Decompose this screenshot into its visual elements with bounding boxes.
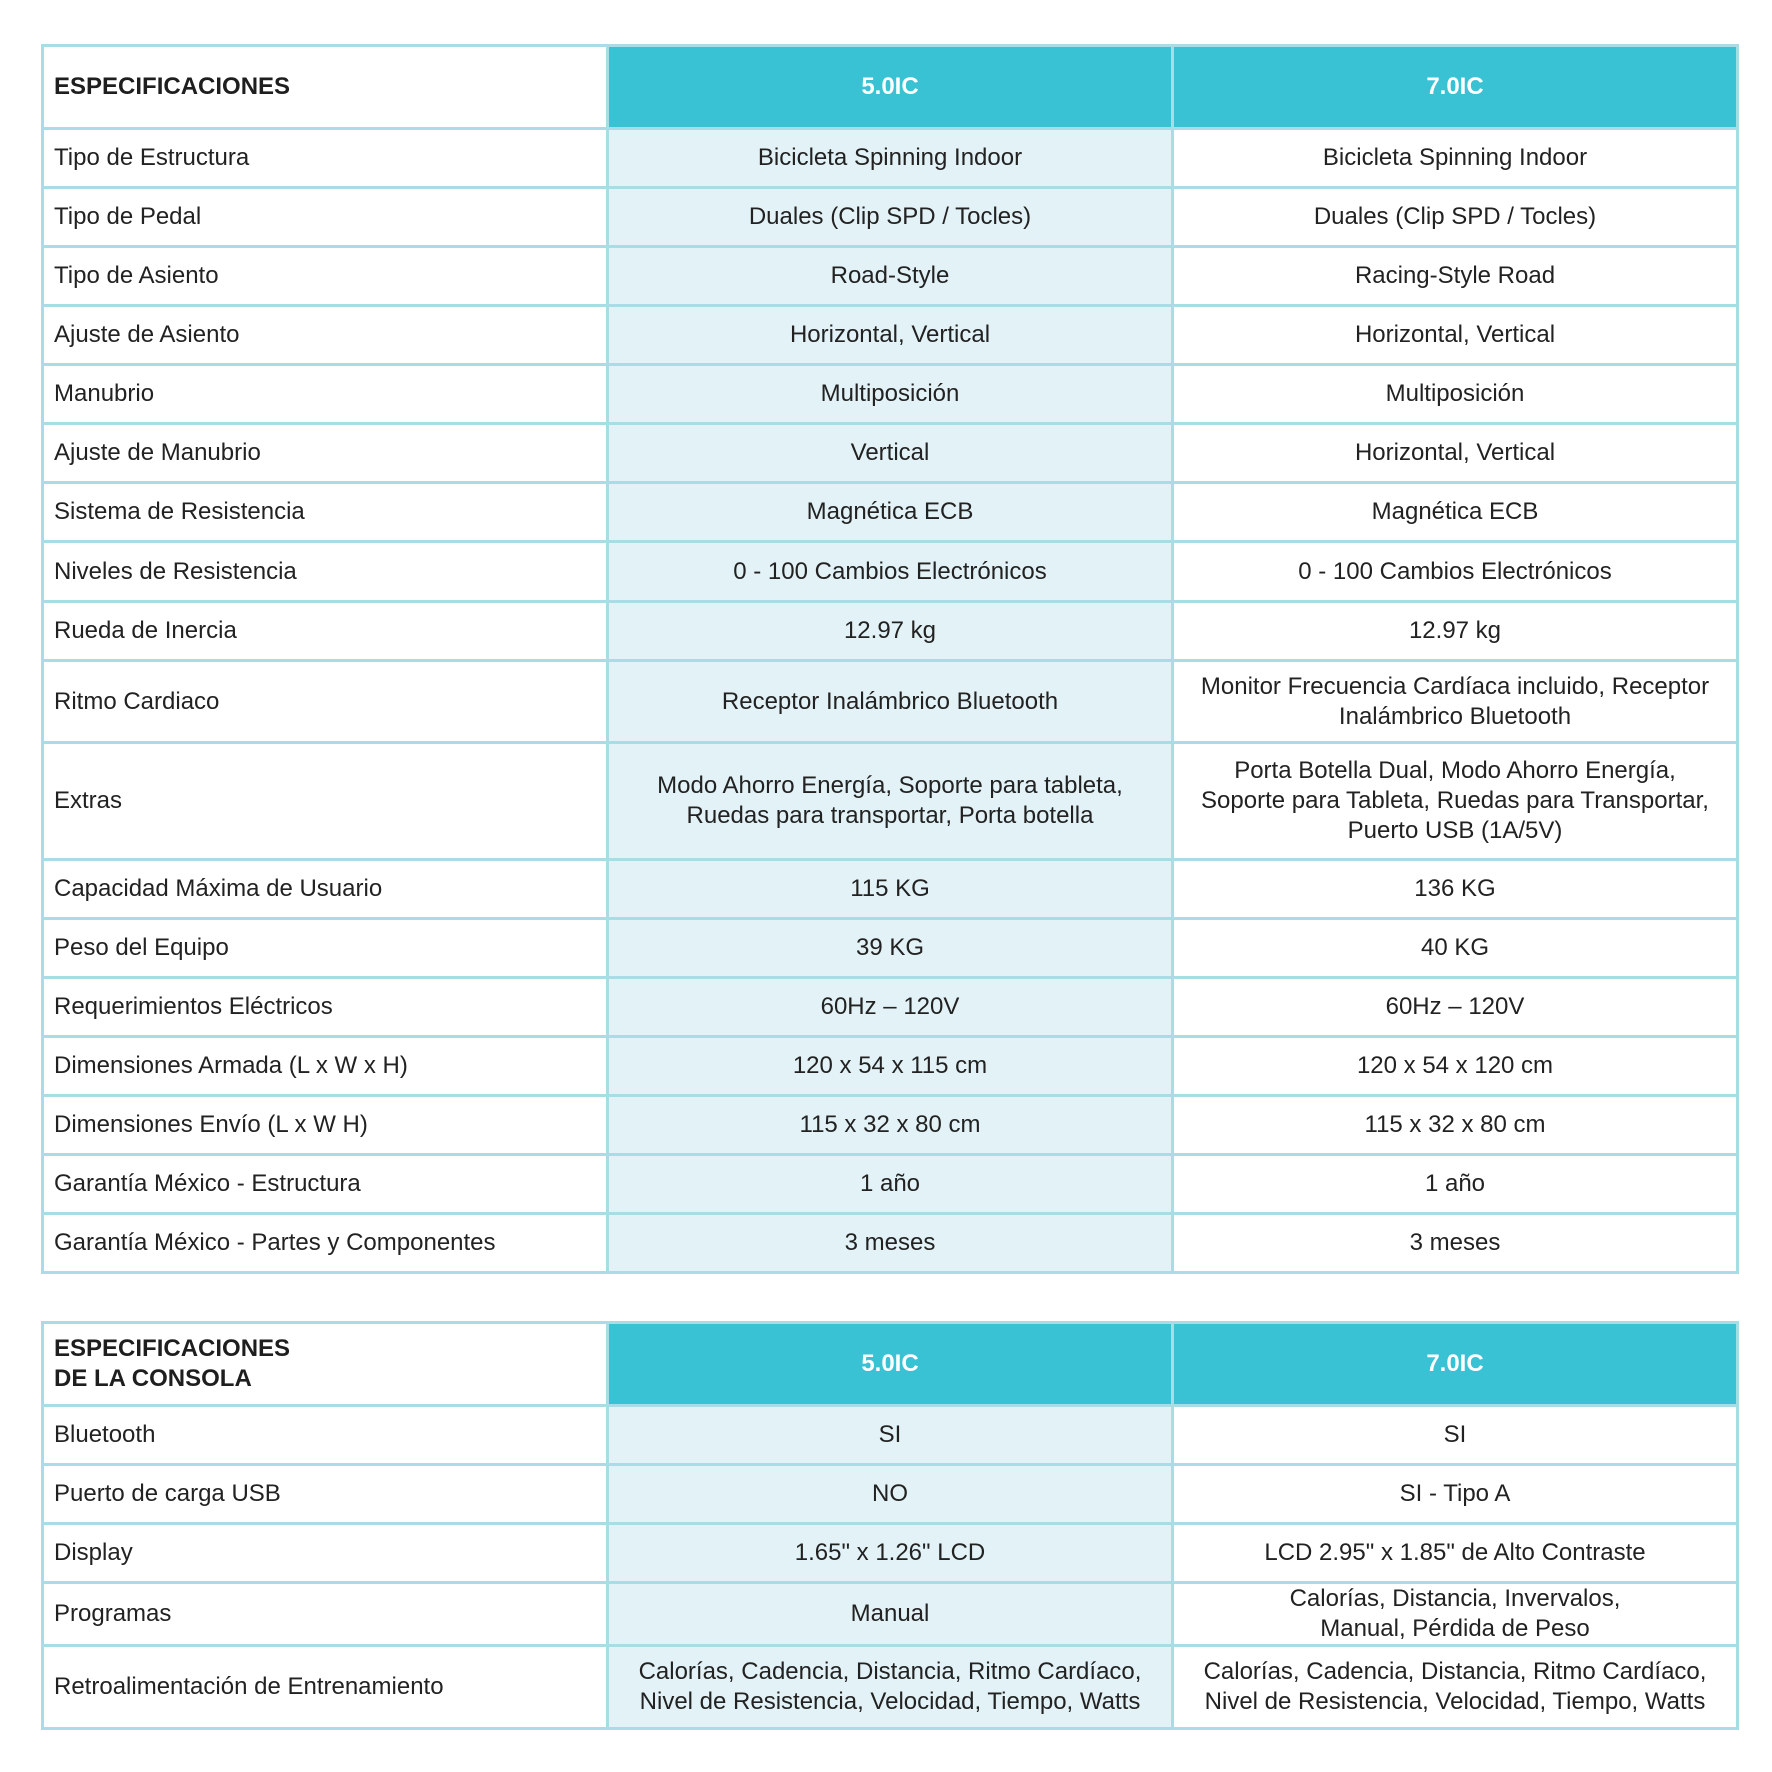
value-5-0ic: 115 x 32 x 80 cm bbox=[608, 1096, 1173, 1155]
value-7-0ic: Bicicleta Spinning Indoor bbox=[1173, 129, 1738, 188]
value-7-0ic: 40 KG bbox=[1173, 919, 1738, 978]
spec-label: Garantía México - Partes y Componentes bbox=[43, 1214, 608, 1273]
value-7-0ic: 12.97 kg bbox=[1173, 602, 1738, 661]
spec-label: Niveles de Resistencia bbox=[43, 542, 608, 602]
console-specifications-body bbox=[43, 1406, 1738, 1729]
value-7-0ic: 60Hz – 120V bbox=[1173, 978, 1738, 1037]
value-5-0ic: 3 meses bbox=[608, 1214, 1173, 1273]
spec-label: Ajuste de Manubrio bbox=[43, 424, 608, 483]
value-5-0ic: Multiposición bbox=[608, 365, 1173, 424]
table-row bbox=[43, 602, 1738, 661]
value-7-0ic: Monitor Frecuencia Cardíaca incluido, Receptor Inalámbrico Bluetooth bbox=[1173, 661, 1738, 743]
table-row bbox=[43, 1096, 1738, 1155]
value-5-0ic: Calorías, Cadencia, Distancia, Ritmo Cardíaco, Nivel de Resistencia, Velocidad, Tiempo, Watts bbox=[608, 1646, 1173, 1729]
spec-label: Display bbox=[43, 1524, 608, 1583]
value-5-0ic: 1.65" x 1.26" LCD bbox=[608, 1524, 1173, 1583]
console-specifications-table bbox=[41, 1321, 1739, 1730]
table-row bbox=[43, 1214, 1738, 1273]
table-row bbox=[43, 1465, 1738, 1524]
spec-label: Manubrio bbox=[43, 365, 608, 424]
spec-label: Ajuste de Asiento bbox=[43, 306, 608, 365]
spec-label: Requerimientos Eléctricos bbox=[43, 978, 608, 1037]
spec-label: Dimensiones Armada (L x W x H) bbox=[43, 1037, 608, 1096]
value-7-0ic: Racing-Style Road bbox=[1173, 247, 1738, 306]
value-7-0ic: 3 meses bbox=[1173, 1214, 1738, 1273]
spec-label: Tipo de Pedal bbox=[43, 188, 608, 247]
value-5-0ic: Modo Ahorro Energía, Soporte para tableta, Ruedas para transportar, Porta botella bbox=[608, 743, 1173, 860]
value-5-0ic: SI bbox=[608, 1406, 1173, 1465]
header-label: ESPECIFICACIONES bbox=[43, 46, 608, 129]
value-7-0ic: Duales (Clip SPD / Tocles) bbox=[1173, 188, 1738, 247]
spec-label: Bluetooth bbox=[43, 1406, 608, 1465]
value-7-0ic: 1 año bbox=[1173, 1155, 1738, 1214]
spec-label: Puerto de carga USB bbox=[43, 1465, 608, 1524]
model-5-0ic-header: 5.0IC bbox=[608, 46, 1173, 129]
value-7-0ic: 136 KG bbox=[1173, 860, 1738, 919]
table-row bbox=[43, 306, 1738, 365]
value-5-0ic: Magnética ECB bbox=[608, 483, 1173, 542]
value-7-0ic: Multiposición bbox=[1173, 365, 1738, 424]
spec-label: Sistema de Resistencia bbox=[43, 483, 608, 542]
header-row bbox=[43, 46, 1738, 129]
header-row bbox=[43, 1323, 1738, 1406]
table-row bbox=[43, 1524, 1738, 1583]
value-7-0ic: LCD 2.95" x 1.85" de Alto Contraste bbox=[1173, 1524, 1738, 1583]
value-7-0ic: SI bbox=[1173, 1406, 1738, 1465]
spec-label: Programas bbox=[43, 1583, 608, 1646]
value-5-0ic: Receptor Inalámbrico Bluetooth bbox=[608, 661, 1173, 743]
spec-label: Dimensiones Envío (L x W H) bbox=[43, 1096, 608, 1155]
value-7-0ic: 0 - 100 Cambios Electrónicos bbox=[1173, 542, 1738, 602]
model-5-0ic-header: 5.0IC bbox=[608, 1323, 1173, 1406]
model-7-0ic-header: 7.0IC bbox=[1173, 1323, 1738, 1406]
spec-label: Tipo de Estructura bbox=[43, 129, 608, 188]
table-row bbox=[43, 978, 1738, 1037]
value-7-0ic: SI - Tipo A bbox=[1173, 1465, 1738, 1524]
value-7-0ic: 120 x 54 x 120 cm bbox=[1173, 1037, 1738, 1096]
value-5-0ic: 115 KG bbox=[608, 860, 1173, 919]
value-7-0ic: Porta Botella Dual, Modo Ahorro Energía, Soporte para Tableta, Ruedas para Transportar, Puerto USB (1A/5V) bbox=[1173, 743, 1738, 860]
spec-label: Extras bbox=[43, 743, 608, 860]
value-5-0ic: Manual bbox=[608, 1583, 1173, 1646]
spec-label: Rueda de Inercia bbox=[43, 602, 608, 661]
table-row bbox=[43, 919, 1738, 978]
value-5-0ic: 0 - 100 Cambios Electrónicos bbox=[608, 542, 1173, 602]
spec-label: Retroalimentación de Entrenamiento bbox=[43, 1646, 608, 1729]
table-row bbox=[43, 1406, 1738, 1465]
table-row bbox=[43, 424, 1738, 483]
value-5-0ic: 1 año bbox=[608, 1155, 1173, 1214]
value-5-0ic: 12.97 kg bbox=[608, 602, 1173, 661]
specifications-body bbox=[43, 129, 1738, 1273]
value-5-0ic: 120 x 54 x 115 cm bbox=[608, 1037, 1173, 1096]
header-label: ESPECIFICACIONES DE LA CONSOLA bbox=[43, 1323, 608, 1406]
table-row bbox=[43, 129, 1738, 188]
value-7-0ic: Horizontal, Vertical bbox=[1173, 306, 1738, 365]
value-5-0ic: Duales (Clip SPD / Tocles) bbox=[608, 188, 1173, 247]
spec-label: Ritmo Cardiaco bbox=[43, 661, 608, 743]
table-row bbox=[43, 1646, 1738, 1729]
value-7-0ic: Calorías, Distancia, Invervalos, Manual, Pérdida de Peso bbox=[1173, 1583, 1738, 1646]
value-5-0ic: 60Hz – 120V bbox=[608, 978, 1173, 1037]
table-row bbox=[43, 365, 1738, 424]
table-row bbox=[43, 1583, 1738, 1646]
value-7-0ic: Calorías, Cadencia, Distancia, Ritmo Cardíaco, Nivel de Resistencia, Velocidad, Tiempo, Watts bbox=[1173, 1646, 1738, 1729]
value-7-0ic: 115 x 32 x 80 cm bbox=[1173, 1096, 1738, 1155]
table-row bbox=[43, 483, 1738, 542]
table-row bbox=[43, 1037, 1738, 1096]
table-row bbox=[43, 1155, 1738, 1214]
table-row bbox=[43, 542, 1738, 602]
value-5-0ic: Horizontal, Vertical bbox=[608, 306, 1173, 365]
value-7-0ic: Magnética ECB bbox=[1173, 483, 1738, 542]
value-5-0ic: Road-Style bbox=[608, 247, 1173, 306]
specifications-table bbox=[41, 44, 1739, 1274]
spec-label: Capacidad Máxima de Usuario bbox=[43, 860, 608, 919]
spec-label: Tipo de Asiento bbox=[43, 247, 608, 306]
value-5-0ic: NO bbox=[608, 1465, 1173, 1524]
spec-label: Peso del Equipo bbox=[43, 919, 608, 978]
table-row bbox=[43, 743, 1738, 860]
value-5-0ic: Vertical bbox=[608, 424, 1173, 483]
value-7-0ic: Horizontal, Vertical bbox=[1173, 424, 1738, 483]
value-5-0ic: Bicicleta Spinning Indoor bbox=[608, 129, 1173, 188]
model-7-0ic-header: 7.0IC bbox=[1173, 46, 1738, 129]
value-5-0ic: 39 KG bbox=[608, 919, 1173, 978]
table-row bbox=[43, 188, 1738, 247]
spec-label: Garantía México - Estructura bbox=[43, 1155, 608, 1214]
table-row bbox=[43, 661, 1738, 743]
table-row bbox=[43, 860, 1738, 919]
table-row bbox=[43, 247, 1738, 306]
